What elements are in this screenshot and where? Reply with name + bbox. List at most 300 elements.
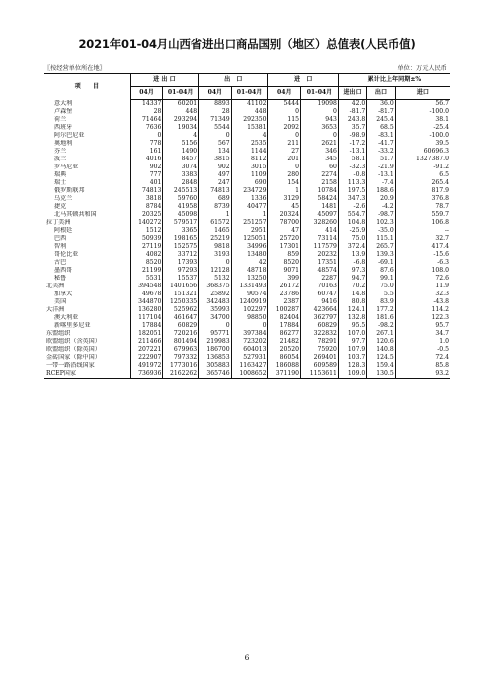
cell-im-m: 20520 xyxy=(268,346,301,354)
cell-ex-m: 25219 xyxy=(199,235,232,243)
cell-ex-m: 71349 xyxy=(199,116,232,124)
table-row xyxy=(44,314,450,322)
cell-ex-c: 2535 xyxy=(231,140,268,148)
cell-ex-c: 397384 xyxy=(231,330,268,338)
row-label: 东盟组织 xyxy=(46,330,71,338)
cell-ie-m: 4016 xyxy=(130,156,163,164)
header-ie-apr: 04月 xyxy=(130,87,163,100)
cell-ch-im: -91.2 xyxy=(395,164,450,172)
cell-ch-ex: 99.1 xyxy=(367,275,395,283)
cell-ex-m: 902 xyxy=(199,164,232,172)
cell-ch-im: 108.0 xyxy=(395,267,450,275)
cell-ch-ex: 177.2 xyxy=(367,306,395,314)
cell-im-m: 186088 xyxy=(268,362,301,370)
table-row xyxy=(44,330,450,338)
row-label: 波兰 xyxy=(54,155,67,163)
cell-ch-im: 85.8 xyxy=(395,362,450,370)
table-row xyxy=(44,322,450,330)
cell-im-m: 3129 xyxy=(268,195,301,203)
cell-ie-c: 2848 xyxy=(163,179,199,187)
cell-ch-ie: 113.3 xyxy=(338,179,366,187)
cell-ie-c: 1250335 xyxy=(163,298,199,306)
cell-im-c: 3653 xyxy=(301,124,339,132)
table-row xyxy=(44,156,450,164)
row-label: 奥地利 xyxy=(54,139,73,147)
cell-ie-m: 17884 xyxy=(130,322,163,330)
cell-ie-m: 211466 xyxy=(130,338,163,346)
cell-ie-c: 2162262 xyxy=(163,370,199,378)
cell-ch-ex: -13.1 xyxy=(367,171,395,179)
cell-im-c: 345 xyxy=(301,156,339,164)
cell-ch-ie: 128.3 xyxy=(338,362,366,370)
cell-ch-im: 6.5 xyxy=(395,171,450,179)
cell-ch-im: 265.4 xyxy=(395,179,450,187)
cell-im-c: 70163 xyxy=(301,283,339,291)
cell-ie-m: 49678 xyxy=(130,291,163,299)
cell-ch-ex: 51.7 xyxy=(367,156,395,164)
cell-ch-ex: -98.2 xyxy=(367,322,395,330)
cell-im-m: 154 xyxy=(268,179,301,187)
cell-ie-m: 161 xyxy=(130,148,163,156)
cell-ex-m: 1465 xyxy=(199,227,232,235)
cell-im-c: 346 xyxy=(301,148,339,156)
cell-ie-m: 222907 xyxy=(130,354,163,362)
cell-im-c: 423664 xyxy=(301,306,339,314)
cell-ie-c: 448 xyxy=(163,108,199,116)
row-label: 欧盟组织（含英国） xyxy=(46,338,101,346)
cell-ie-c: 1490 xyxy=(163,148,199,156)
row-label: 秘鲁 xyxy=(54,274,67,282)
cell-ie-m: 736936 xyxy=(130,370,163,378)
table-row xyxy=(44,203,450,211)
cell-ex-m: 497 xyxy=(199,171,232,179)
row-label: 乌克兰 xyxy=(54,195,73,203)
cell-ie-m: 20325 xyxy=(130,211,163,219)
cell-ex-c: 15381 xyxy=(231,124,268,132)
cell-im-c: 73114 xyxy=(301,235,339,243)
header-ex-apr: 04月 xyxy=(199,87,232,100)
cell-im-c: 1481 xyxy=(301,203,339,211)
cell-ie-m: 27119 xyxy=(130,243,163,251)
row-label: 北美洲 xyxy=(46,282,65,290)
cell-ie-c: 152575 xyxy=(163,243,199,251)
cell-ch-im: 1.0 xyxy=(395,338,450,346)
cell-ex-m: 8893 xyxy=(199,100,232,108)
cell-im-c: 20232 xyxy=(301,251,339,259)
cell-ch-ex: 36.0 xyxy=(367,100,395,108)
cell-ch-ex: -41.7 xyxy=(367,140,395,148)
cell-ex-c: 3015 xyxy=(231,164,268,172)
page-number: 6 xyxy=(244,653,250,662)
cell-im-m: 1 xyxy=(268,187,301,195)
cell-ch-ex: -83.1 xyxy=(367,132,395,140)
cell-ie-c: 1401656 xyxy=(163,283,199,291)
cell-im-m: 5444 xyxy=(268,100,301,108)
cell-im-m: 280 xyxy=(268,171,301,179)
cell-ie-m: 8520 xyxy=(130,259,163,267)
cell-ch-im: 559.7 xyxy=(395,211,450,219)
cell-ex-c: 48718 xyxy=(231,267,268,275)
cell-ie-m: 71464 xyxy=(130,116,163,124)
cell-ie-c: 60829 xyxy=(163,322,199,330)
cell-ch-im: -100.0 xyxy=(395,108,450,116)
cell-ie-c: 1773016 xyxy=(163,362,199,370)
cell-ch-ie: 243.8 xyxy=(338,116,366,124)
cell-im-m: 25720 xyxy=(268,235,301,243)
cell-ch-im: 38.1 xyxy=(395,116,450,124)
cell-ch-ex: 130.5 xyxy=(367,370,395,378)
row-label: 阿尔巴尼亚 xyxy=(54,131,85,139)
cell-ex-m: 61572 xyxy=(199,219,232,227)
cell-im-c: 60 xyxy=(301,164,339,172)
row-label: 罗马尼亚 xyxy=(54,163,79,171)
cell-ex-c: 41102 xyxy=(231,100,268,108)
cell-ch-ex: 245.4 xyxy=(367,116,395,124)
cell-ch-im: -0.5 xyxy=(395,346,450,354)
cell-ch-ie: 554.7 xyxy=(338,211,366,219)
cell-ex-m: 567 xyxy=(199,140,232,148)
row-label: 芬兰 xyxy=(54,147,67,155)
cell-im-c: 60829 xyxy=(301,322,339,330)
header-change-import: 进口 xyxy=(395,87,450,100)
cell-ch-im: 34.7 xyxy=(395,330,450,338)
cell-ch-ie: 58.1 xyxy=(338,156,366,164)
row-label: 金砖国家（除中国） xyxy=(46,354,101,361)
cell-ex-c: 98850 xyxy=(231,314,268,322)
cell-ch-ie: 107.0 xyxy=(338,330,366,338)
cell-ie-c: 15537 xyxy=(163,275,199,283)
row-label: 新喀里多尼亚 xyxy=(54,322,91,330)
cell-ie-m: 401 xyxy=(130,179,163,187)
table-row xyxy=(44,259,450,267)
cell-im-c: 414 xyxy=(301,227,339,235)
cell-ch-ex: -98.7 xyxy=(367,211,395,219)
cell-im-m: 21482 xyxy=(268,338,301,346)
cell-ch-ex: -81.7 xyxy=(367,108,395,116)
cell-im-c: 322832 xyxy=(301,330,339,338)
cell-im-c: 1153611 xyxy=(301,370,339,378)
cell-im-c: 609589 xyxy=(301,362,339,370)
cell-im-c: 0 xyxy=(301,132,339,140)
row-label: 瑞典 xyxy=(54,171,67,179)
cell-im-c: 362797 xyxy=(301,314,339,322)
cell-ex-c: 40477 xyxy=(231,203,268,211)
cell-ch-ex: 188.6 xyxy=(367,187,395,195)
table-row xyxy=(44,140,450,148)
table-row xyxy=(44,370,450,378)
cell-ie-m: 0 xyxy=(130,132,163,140)
cell-ex-m: 134 xyxy=(199,148,232,156)
cell-ex-m: 0 xyxy=(199,322,232,330)
cell-im-m: 23786 xyxy=(268,291,301,299)
cell-ch-im: 56.7 xyxy=(395,100,450,108)
cell-ex-m: 74813 xyxy=(199,187,232,195)
cell-ie-m: 5531 xyxy=(130,275,163,283)
cell-ex-m: 305883 xyxy=(199,362,232,370)
cell-ie-c: 198165 xyxy=(163,235,199,243)
row-label: 拉丁美洲 xyxy=(46,219,71,226)
cell-im-c: 943 xyxy=(301,116,339,124)
cell-im-m: 2387 xyxy=(268,298,301,306)
row-label: 意大利 xyxy=(54,99,73,107)
cell-ch-ex: -69.1 xyxy=(367,259,395,267)
cell-im-c: 117579 xyxy=(301,243,339,251)
table-row xyxy=(44,164,450,172)
cell-ch-ie: 372.4 xyxy=(338,243,366,251)
table-row xyxy=(44,211,450,219)
cell-ch-im: -15.6 xyxy=(395,251,450,259)
cell-ie-m: 491972 xyxy=(130,362,163,370)
table-row xyxy=(44,171,450,179)
cell-ch-im: 122.3 xyxy=(395,314,450,322)
cell-ch-im: 60696.3 xyxy=(395,148,450,156)
cell-ex-m: 3193 xyxy=(199,251,232,259)
cell-ch-im: -6.3 xyxy=(395,259,450,267)
cell-ie-m: 136280 xyxy=(130,306,163,314)
table-row xyxy=(44,291,450,299)
cell-ch-ie: 70.2 xyxy=(338,283,366,291)
cell-ch-ie: 132.8 xyxy=(338,314,366,322)
cell-ch-im: -100.0 xyxy=(395,132,450,140)
row-label: 欧盟组织（除英国） xyxy=(46,346,101,353)
cell-im-m: 86054 xyxy=(268,354,301,362)
cell-ex-m: 247 xyxy=(199,179,232,187)
cell-ie-c: 59760 xyxy=(163,195,199,203)
cell-ex-c: 1336 xyxy=(231,195,268,203)
cell-ie-c: 33712 xyxy=(163,251,199,259)
cell-ex-c: 690 xyxy=(231,179,268,187)
cell-ex-m: 365746 xyxy=(199,370,232,378)
cell-ex-c: 1008652 xyxy=(231,370,268,378)
cell-im-m: 859 xyxy=(268,251,301,259)
cell-ie-c: 245513 xyxy=(163,187,199,195)
table-row xyxy=(44,354,450,362)
cell-ch-im: 32.7 xyxy=(395,235,450,243)
row-label: 俄罗斯联邦 xyxy=(54,187,85,195)
cell-im-c: 2287 xyxy=(301,275,339,283)
cell-ch-im: 376.8 xyxy=(395,195,450,203)
cell-ch-ie: -32.3 xyxy=(338,164,366,172)
table-row xyxy=(44,306,450,314)
table-row xyxy=(44,148,450,156)
cell-ch-im: 32.3 xyxy=(395,291,450,299)
cell-ex-m: 5544 xyxy=(199,124,232,132)
table-row xyxy=(44,235,450,243)
cell-ie-c: 679963 xyxy=(163,346,199,354)
cell-ch-ie: 103.7 xyxy=(338,354,366,362)
cell-ex-c: 13480 xyxy=(231,251,268,259)
cell-ex-m: 34700 xyxy=(199,314,232,322)
cell-ie-c: 720216 xyxy=(163,330,199,338)
cell-ie-c: 4 xyxy=(163,132,199,140)
cell-ex-m: 0 xyxy=(199,132,232,140)
cell-ch-ex: 20.9 xyxy=(367,195,395,203)
cell-ie-m: 7636 xyxy=(130,124,163,132)
cell-im-m: 17884 xyxy=(268,322,301,330)
header-change-import-export: 进出口 xyxy=(338,87,366,100)
cell-ch-im: 11.9 xyxy=(395,283,450,291)
cell-im-c: 0 xyxy=(301,108,339,116)
cell-im-m: 27 xyxy=(268,148,301,156)
cell-ch-im: 78.7 xyxy=(395,203,450,211)
cell-ex-m: 0 xyxy=(199,259,232,267)
cell-ie-m: 778 xyxy=(130,140,163,148)
cell-ie-m: 28 xyxy=(130,108,163,116)
cell-ie-c: 45098 xyxy=(163,211,199,219)
cell-ie-c: 3365 xyxy=(163,227,199,235)
cell-ch-ie: 35.7 xyxy=(338,124,366,132)
cell-ex-c: 251257 xyxy=(231,219,268,227)
cell-ie-m: 74813 xyxy=(130,187,163,195)
header-item: 项 目 xyxy=(44,74,130,100)
table-row xyxy=(44,179,450,187)
cell-ex-m: 342483 xyxy=(199,298,232,306)
cell-ch-ie: 347.3 xyxy=(338,195,366,203)
cell-ex-m: 689 xyxy=(199,195,232,203)
header-export: 出 口 xyxy=(199,74,268,87)
cell-im-m: 9071 xyxy=(268,267,301,275)
cell-ie-m: 777 xyxy=(130,171,163,179)
cell-ch-im: -- xyxy=(395,227,450,235)
cell-ch-ie: -0.8 xyxy=(338,171,366,179)
cell-ie-c: 579517 xyxy=(163,219,199,227)
cell-ie-c: 97293 xyxy=(163,267,199,275)
cell-ex-c: 42 xyxy=(231,259,268,267)
cell-ex-m: 219983 xyxy=(199,338,232,346)
cell-ex-m: 28 xyxy=(199,108,232,116)
header-yoy-change: 累计比上年同期±% xyxy=(338,74,450,87)
cell-ch-ie: 75.0 xyxy=(338,235,366,243)
cell-ie-m: 182051 xyxy=(130,330,163,338)
cell-im-m: 2092 xyxy=(268,124,301,132)
cell-im-m: 20324 xyxy=(268,211,301,219)
cell-ch-ex: -4.2 xyxy=(367,203,395,211)
row-label: 大洋洲 xyxy=(46,306,65,314)
cell-ex-m: 95771 xyxy=(199,330,232,338)
table-row xyxy=(44,243,450,251)
cell-ie-c: 8457 xyxy=(163,156,199,164)
cell-ch-ie: 95.5 xyxy=(338,322,366,330)
cell-ch-ie: -2.6 xyxy=(338,203,366,211)
cell-ch-im: 817.9 xyxy=(395,187,450,195)
cell-ie-m: 117104 xyxy=(130,314,163,322)
cell-ie-c: 461647 xyxy=(163,314,199,322)
row-label: 加拿大 xyxy=(54,290,73,298)
cell-ex-m: 1 xyxy=(199,211,232,219)
table-header xyxy=(44,74,450,100)
cell-ex-m: 12128 xyxy=(199,267,232,275)
cell-ex-c: 13250 xyxy=(231,275,268,283)
cell-im-c: 45097 xyxy=(301,211,339,219)
cell-ex-m: 368375 xyxy=(199,283,232,291)
cell-ch-ie: 80.8 xyxy=(338,298,366,306)
cell-ch-ex: 83.9 xyxy=(367,298,395,306)
table-row xyxy=(44,116,450,124)
cell-im-m: 17301 xyxy=(268,243,301,251)
cell-ex-c: 2951 xyxy=(231,227,268,235)
cell-im-m: 0 xyxy=(268,108,301,116)
cell-im-c: 75920 xyxy=(301,346,339,354)
cell-ie-c: 3383 xyxy=(163,171,199,179)
cell-ie-m: 8784 xyxy=(130,203,163,211)
cell-ch-im: 72.6 xyxy=(395,275,450,283)
cell-ch-ex: 115.1 xyxy=(367,235,395,243)
row-label: 西班牙 xyxy=(54,123,73,131)
cell-ch-im: -25.4 xyxy=(395,124,450,132)
cell-ex-c: 604013 xyxy=(231,346,268,354)
cell-im-c: 269401 xyxy=(301,354,339,362)
cell-ex-m: 186700 xyxy=(199,346,232,354)
cell-ch-ex: 181.6 xyxy=(367,314,395,322)
table-row xyxy=(44,108,450,116)
row-label: 哥伦比亚 xyxy=(54,250,79,258)
cell-ch-ie: 197.5 xyxy=(338,187,366,195)
cell-im-m: 0 xyxy=(268,164,301,172)
cell-ch-ex: 5.5 xyxy=(367,291,395,299)
cell-im-c: 2621 xyxy=(301,140,339,148)
header-im-apr: 04月 xyxy=(268,87,301,100)
cell-im-m: 86277 xyxy=(268,330,301,338)
row-label: 卢森堡 xyxy=(54,107,73,115)
cell-ex-c: 1163427 xyxy=(231,362,268,370)
cell-ch-ex: 265.7 xyxy=(367,243,395,251)
cell-im-c: 10784 xyxy=(301,187,339,195)
cell-ch-ex: 87.6 xyxy=(367,267,395,275)
statistics-basis-note: 〖按经营单位所在地〗 xyxy=(44,65,106,72)
cell-ex-c: 1144 xyxy=(231,148,268,156)
page-title: 2021年01-04月山西省进出口商品国别（地区）总值表(人民币值) xyxy=(78,37,416,51)
cell-ch-ex: -7.4 xyxy=(367,179,395,187)
table-row xyxy=(44,267,450,275)
cell-ch-im: 417.4 xyxy=(395,243,450,251)
cell-ch-ex: 102.3 xyxy=(367,219,395,227)
cell-ch-ex: 124.5 xyxy=(367,354,395,362)
cell-ch-ex: 139.3 xyxy=(367,251,395,259)
table-row xyxy=(44,283,450,291)
cell-im-m: 100287 xyxy=(268,306,301,314)
cell-ex-m: 3815 xyxy=(199,156,232,164)
cell-im-c: 78291 xyxy=(301,338,339,346)
cell-ex-c: 0 xyxy=(231,322,268,330)
cell-im-m: 0 xyxy=(268,132,301,140)
cell-ch-im: 106.8 xyxy=(395,219,450,227)
table-row xyxy=(44,338,450,346)
cell-im-c: 60747 xyxy=(301,291,339,299)
row-label: 捷克 xyxy=(54,203,67,211)
table-row xyxy=(44,251,450,259)
cell-ex-c: 234729 xyxy=(231,187,268,195)
cell-ex-m: 5132 xyxy=(199,275,232,283)
cell-ch-ie: 94.7 xyxy=(338,275,366,283)
cell-ch-im: 1327387.0 xyxy=(395,156,450,164)
cell-im-m: 45 xyxy=(268,203,301,211)
cell-im-m: 82404 xyxy=(268,314,301,322)
cell-im-m: 211 xyxy=(268,140,301,148)
cell-ie-m: 3818 xyxy=(130,195,163,203)
cell-ie-m: 50939 xyxy=(130,235,163,243)
cell-ch-ie: 104.8 xyxy=(338,219,366,227)
cell-ch-ie: 14.8 xyxy=(338,291,366,299)
cell-ie-m: 1512 xyxy=(130,227,163,235)
cell-ie-c: 797332 xyxy=(163,354,199,362)
cell-im-c: 9416 xyxy=(301,298,339,306)
cell-ex-c: 8112 xyxy=(231,156,268,164)
cell-ch-ie: 42.0 xyxy=(338,100,366,108)
cell-ie-m: 207221 xyxy=(130,346,163,354)
row-label: RCEP国家 xyxy=(44,370,130,378)
cell-ie-c: 151321 xyxy=(163,291,199,299)
cell-ch-ex: 75.0 xyxy=(367,283,395,291)
